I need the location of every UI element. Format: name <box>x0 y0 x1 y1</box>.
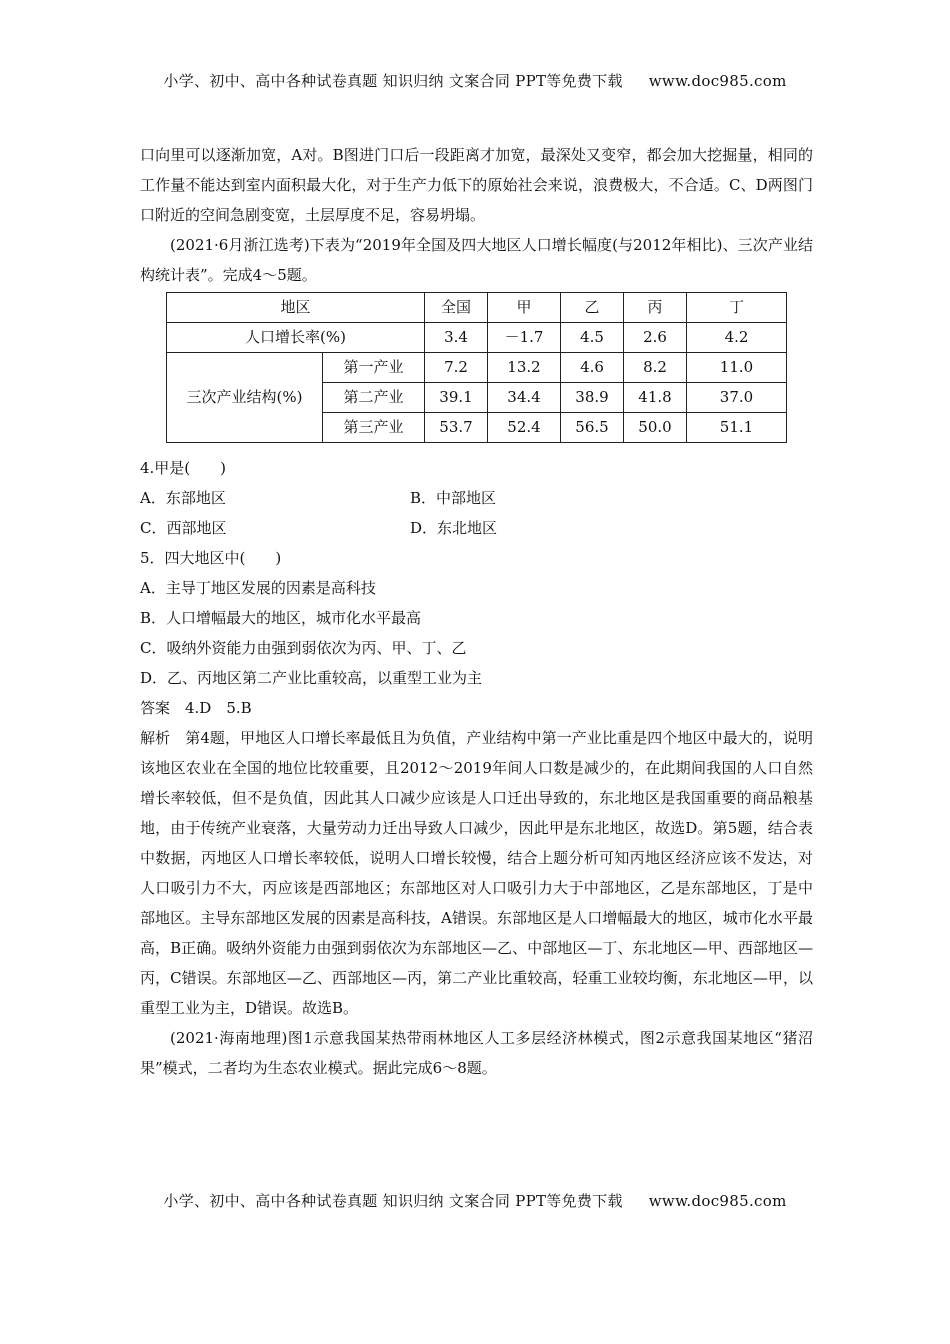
table-cell: 51.1 <box>687 413 787 443</box>
row-label: 第一产业 <box>323 353 425 383</box>
option-a: A．主导丁地区发展的因素是高科技 <box>140 579 376 597</box>
table-cell: 8.2 <box>624 353 687 383</box>
row-label: 第三产业 <box>323 413 425 443</box>
table-header-cell: 丁 <box>687 293 787 323</box>
header-site-link[interactable]: www.doc985.com <box>648 72 787 90</box>
table-cell: 38.9 <box>561 383 624 413</box>
table-cell: 52.4 <box>488 413 561 443</box>
option-b: B．中部地区 <box>410 489 497 507</box>
table-header-cell: 丙 <box>624 293 687 323</box>
next-source-paragraph: (2021·海南地理)图1示意我国某热带雨林地区人工多层经济林模式，图2示意我国某地区“猪沼果”模式，二者均为生态农业模式。据此完成6～8题。 <box>140 1029 813 1077</box>
table-cell: 2.6 <box>624 323 687 353</box>
table-cell: 50.0 <box>624 413 687 443</box>
option-a: A．东部地区 <box>140 489 226 507</box>
table-header-row <box>167 293 787 323</box>
table-cell: 41.8 <box>624 383 687 413</box>
answer-line: 答案 4.D 5.B <box>140 699 252 717</box>
row-label: 第二产业 <box>323 383 425 413</box>
table-cell: －1.7 <box>488 323 561 353</box>
option-c: C．吸纳外资能力由强到弱依次为丙、甲、丁、乙 <box>140 639 467 657</box>
question-4-stem: 4.甲是( ) <box>140 459 227 477</box>
group-label: 三次产业结构(%) <box>167 353 323 443</box>
page-header <box>0 70 950 91</box>
row-label: 人口增长率(%) <box>167 323 425 353</box>
document-body <box>140 140 813 1083</box>
question-4-options-row-1 <box>140 483 813 513</box>
table-cell: 11.0 <box>687 353 787 383</box>
page-footer <box>0 1190 950 1211</box>
option-c: C．西部地区 <box>140 519 227 537</box>
header-text: 小学、初中、高中各种试卷真题 知识归纳 文案合同 PPT等免费下载 <box>163 72 623 90</box>
option-b: B．人口增幅最大的地区，城市化水平最高 <box>140 609 422 627</box>
table-cell: 56.5 <box>561 413 624 443</box>
table-header-label: 地区 <box>167 293 425 323</box>
intro-paragraph: 口向里可以逐渐加宽，A对。B图进门口后一段距离才加宽，最深处又变窄，都会加大挖掘量，相同的工作量不能达到室内面积最大化，对于生产力低下的原始社会来说，浪费极大，不合适。C、D两图门口附近的空间急剧变宽，土层厚度不足，容易坍塌。 <box>140 146 813 224</box>
table-cell: 4.6 <box>561 353 624 383</box>
table-cell: 3.4 <box>425 323 488 353</box>
option-d: D．东北地区 <box>410 519 498 537</box>
table-cell: 37.0 <box>687 383 787 413</box>
table-cell: 53.7 <box>425 413 488 443</box>
table-header-cell: 乙 <box>561 293 624 323</box>
statistics-table <box>166 292 787 443</box>
table-cell: 39.1 <box>425 383 488 413</box>
table-header-cell: 全国 <box>425 293 488 323</box>
table-cell: 34.4 <box>488 383 561 413</box>
table-row <box>167 323 787 353</box>
question-5-stem: 5．四大地区中( ) <box>140 549 282 567</box>
source-paragraph: (2021·6月浙江选考)下表为“2019年全国及四大地区人口增长幅度(与2012年相比)、三次产业结构统计表”。完成4～5题。 <box>140 236 813 284</box>
footer-text: 小学、初中、高中各种试卷真题 知识归纳 文案合同 PPT等免费下载 <box>163 1192 623 1210</box>
question-4-options-row-2 <box>140 513 813 543</box>
table-cell: 13.2 <box>488 353 561 383</box>
table-cell: 4.5 <box>561 323 624 353</box>
table-row <box>167 353 787 383</box>
table-cell: 7.2 <box>425 353 488 383</box>
option-d: D．乙、丙地区第二产业比重较高，以重型工业为主 <box>140 669 483 687</box>
analysis-paragraph: 解析 第4题，甲地区人口增长率最低且为负值，产业结构中第一产业比重是四个地区中最大的，说明该地区农业在全国的地位比较重要，且2012～2019年间人口数是减少的，在此期间我国的人口自然增长率较低，但不是负值，因此其人口减少应该是人口迁出导致的，东北地区是我国重要的商品粮基地，由于传统产业衰落，大量劳动力迁出导致人口减少，因此甲是东北地区，故选D。第5题，结合表中数据，丙地区人口增长率较低，说明人口增长较慢，结合上题分析可知丙地区经济应该不发达，对人口吸引力不大，丙应该是西部地区；东部地区对人口吸引力大于中部地区，乙是东部地区，丁是中部地区。主导东部地区发展的因素是高科技，A错误。东部地区是人口增幅最大的地区，城市化水平最高，B正确。吸纳外资能力由强到弱依次为东部地区—乙、中部地区—丁、东北地区—甲、西部地区—丙，C错误。东部地区—乙、西部地区—丙，第二产业比重较高，轻重工业较均衡，东北地区—甲，以重型工业为主，D错误。故选B。 <box>140 729 813 1017</box>
table-cell: 4.2 <box>687 323 787 353</box>
footer-site-link[interactable]: www.doc985.com <box>648 1192 787 1210</box>
table-header-cell: 甲 <box>488 293 561 323</box>
